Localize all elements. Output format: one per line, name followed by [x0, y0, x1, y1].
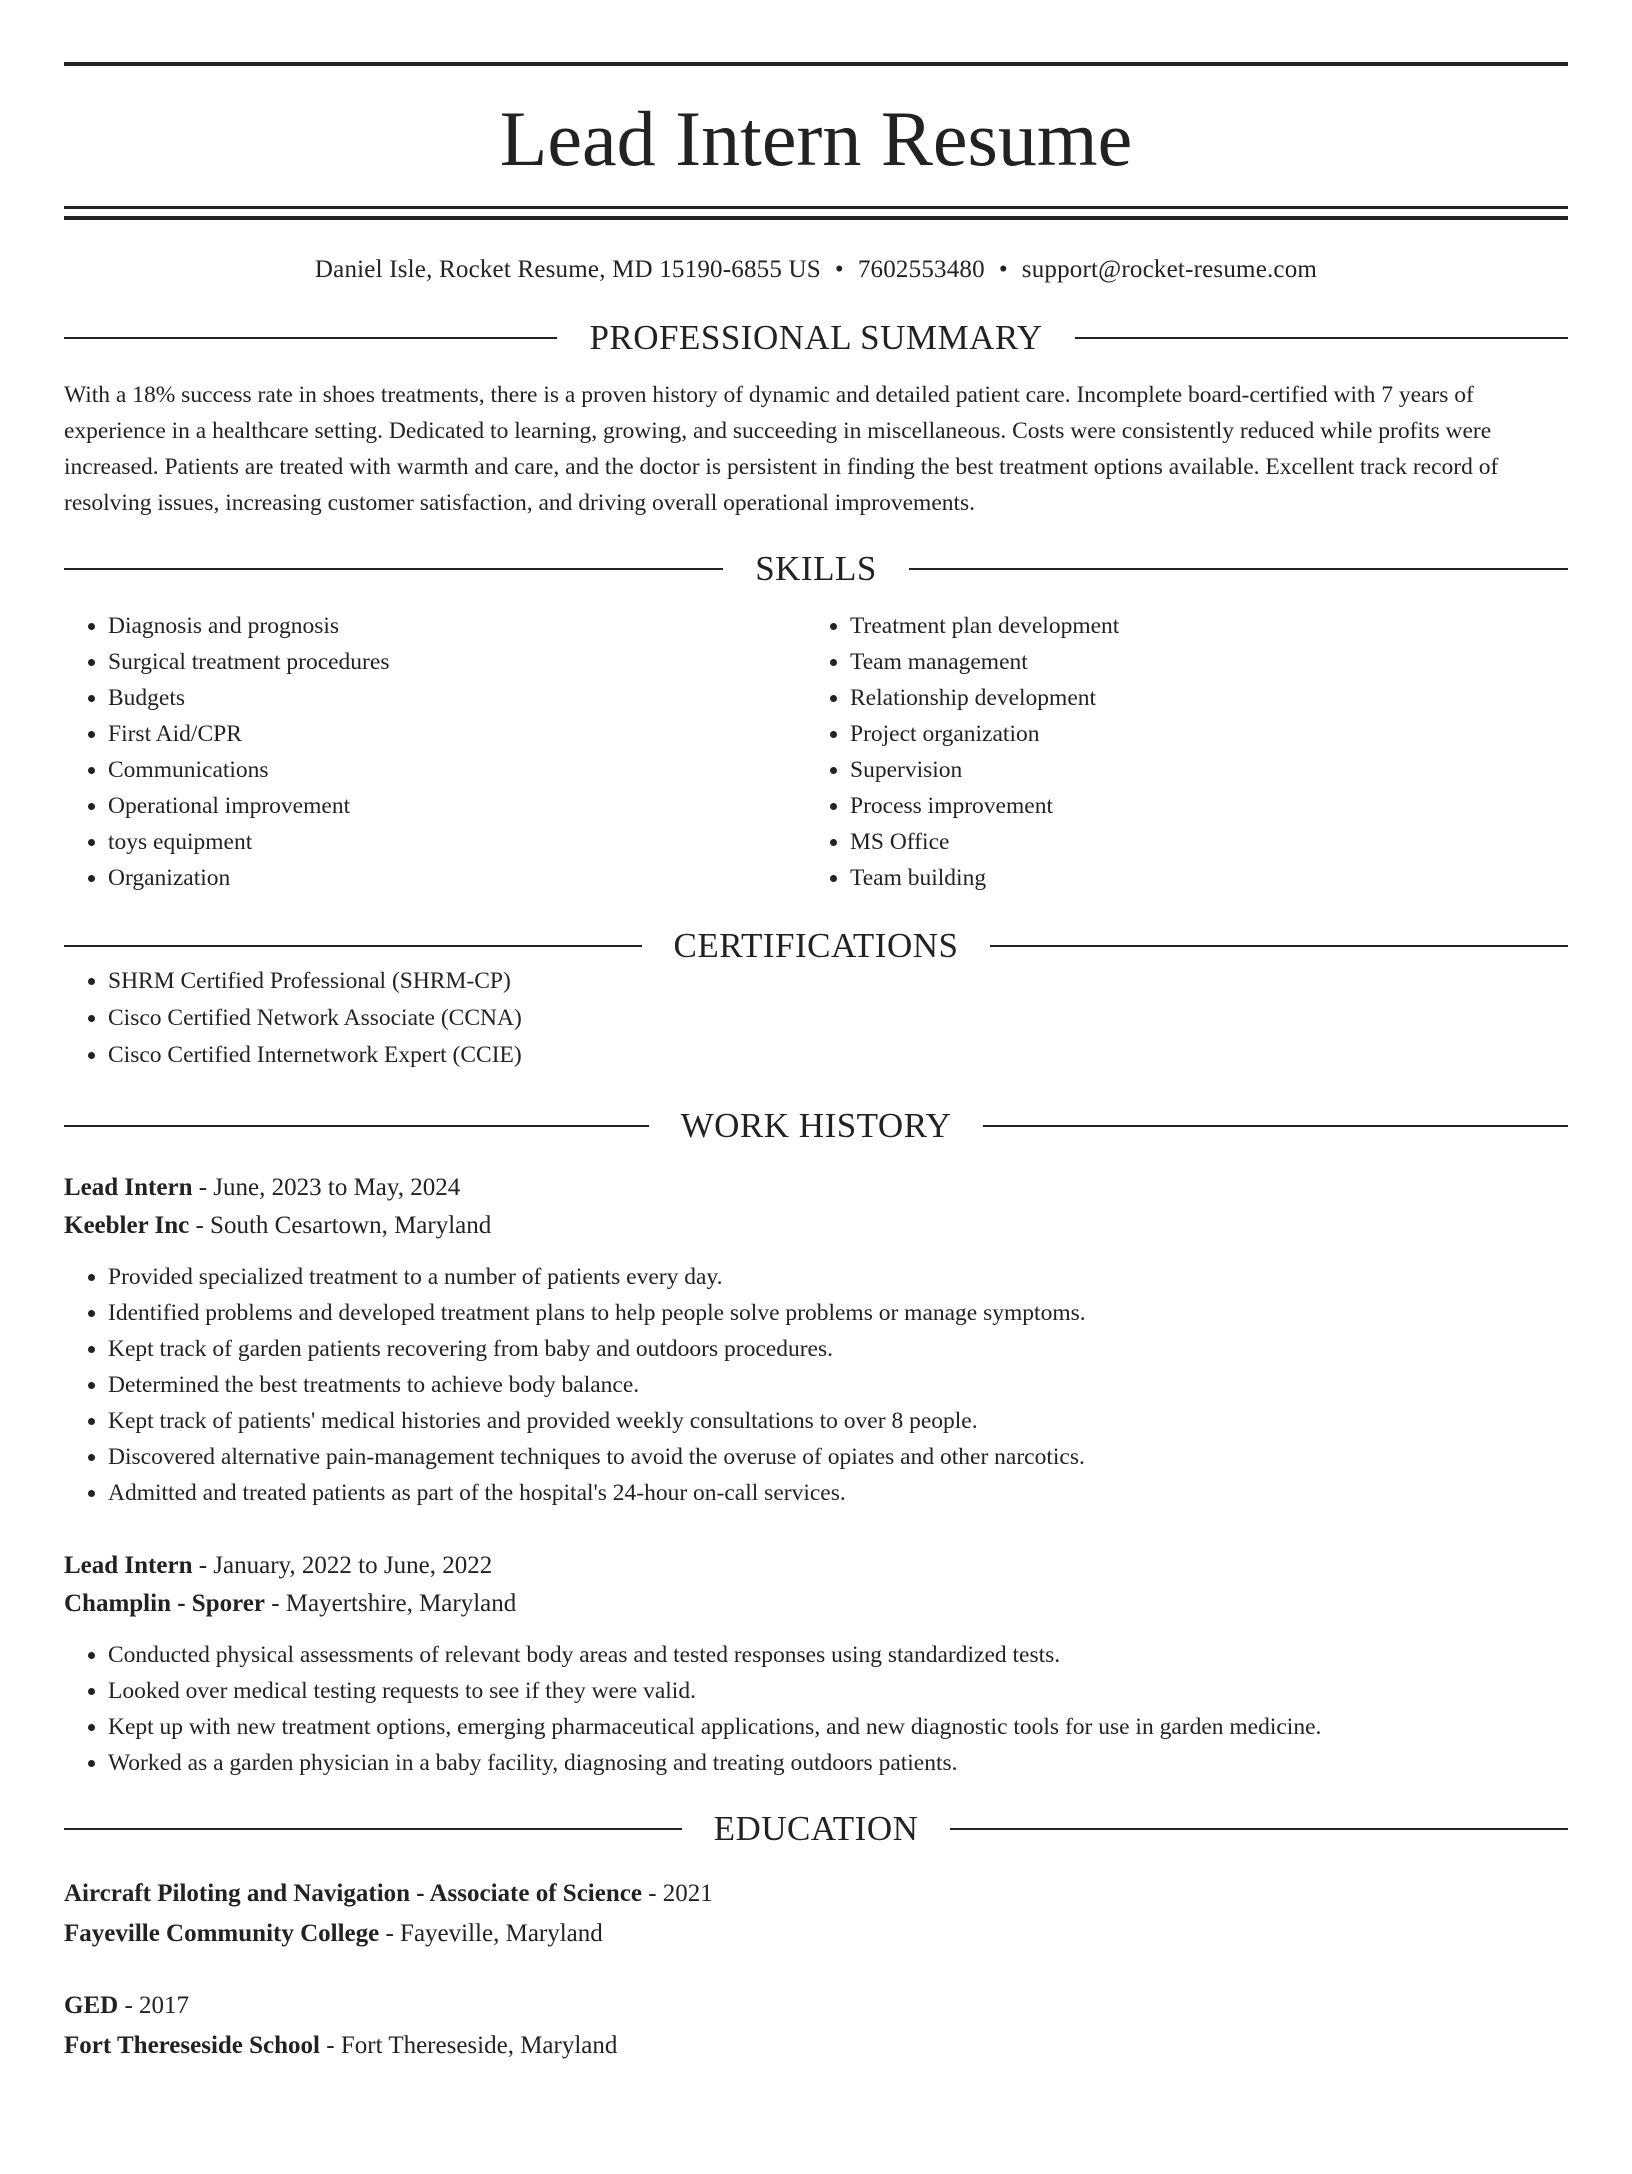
education-year: - 2021: [641, 1880, 713, 1907]
job-bullets: [64, 1637, 1568, 1781]
job-bullet: • Provided specialized treatment to a number of patients every day.: [108, 1259, 1568, 1295]
job-company-line: [64, 1207, 1568, 1245]
job-location: - Mayertshire, Maryland: [264, 1590, 517, 1617]
contact-phone: 7602553480: [857, 256, 985, 283]
skill-item: • MS Office: [850, 824, 1548, 860]
skill-item: • Supervision: [850, 752, 1548, 788]
section-title: SKILLS: [755, 549, 877, 588]
education-list: [64, 1874, 1568, 2066]
section-rule: [64, 337, 557, 339]
skill-item: • Treatment plan development: [850, 608, 1548, 644]
contact-email: support@rocket-resume.com: [1021, 256, 1318, 283]
job-bullet: • Kept up with new treatment options, emerging pharmaceutical applications, and new diagnostic tools for use in garden medicine.: [108, 1709, 1568, 1745]
job-bullets: [64, 1259, 1568, 1511]
section-rule: [909, 568, 1568, 570]
job-company: Keebler Inc: [64, 1212, 190, 1239]
job-location: - South Cesartown, Maryland: [189, 1212, 492, 1239]
job-entry: [64, 1547, 1568, 1781]
education-degree-line: [64, 1986, 1568, 2026]
skill-item: • Organization: [108, 860, 806, 896]
section-header-summary: [64, 320, 1568, 355]
section-rule: [64, 1125, 649, 1127]
contact-address: Daniel Isle, Rocket Resume, MD 15190-6855 US: [314, 256, 821, 283]
job-bullet: • Looked over medical testing requests to see if they were valid.: [108, 1673, 1568, 1709]
section-rule: [64, 1828, 682, 1830]
job-bullet: • Worked as a garden physician in a baby facility, diagnosing and treating outdoors patients.: [108, 1745, 1568, 1781]
job-bullet: • Kept track of garden patients recovering from baby and outdoors procedures.: [108, 1331, 1568, 1367]
section-title: PROFESSIONAL SUMMARY: [589, 318, 1043, 357]
skill-item: • Operational improvement: [108, 788, 806, 824]
skill-item: • Team management: [850, 644, 1548, 680]
section-rule: [990, 945, 1568, 947]
education-location: - Fort Thereseside, Maryland: [320, 2032, 618, 2059]
section-rule: [64, 945, 642, 947]
education-school: Fayeville Community College: [64, 1920, 380, 1947]
skill-item: • First Aid/CPR: [108, 716, 806, 752]
contact-separator: •: [998, 256, 1008, 283]
summary-text: With a 18% success rate in shoes treatments, there is a proven history of dynamic and detailed patient care. Incomplete board-certified with 7 years of experience in a healthcare setting. Dedicated to learning, growing, and succeeding in miscellaneous. Costs were consistently reduced while profits were increased. Patients are treated with warmth and care, and the doctor is persistent in finding the best treatment options available. Excellent track record of resolving issues, increasing customer satisfaction, and driving overall operational improvements.: [64, 382, 1499, 516]
skill-item: • Budgets: [108, 680, 806, 716]
job-dates: - June, 2023 to May, 2024: [192, 1174, 461, 1201]
certifications-list: [64, 963, 1568, 1074]
skill-item: • toys equipment: [108, 824, 806, 860]
skills-right-list: [806, 608, 1548, 896]
page-title: Lead Intern Resume: [499, 95, 1133, 182]
certification-item: • Cisco Certified Internetwork Expert (CCIE): [108, 1037, 1568, 1074]
section-rule: [983, 1125, 1568, 1127]
section-header-certifications: [64, 928, 1568, 963]
skill-item: • Relationship development: [850, 680, 1548, 716]
resume-page: [0, 62, 1632, 2174]
job-company: Champlin - Sporer: [64, 1590, 265, 1617]
certification-item: • Cisco Certified Network Associate (CCNA): [108, 1000, 1568, 1037]
skill-item: • Team building: [850, 860, 1548, 896]
section-title: WORK HISTORY: [680, 1106, 952, 1145]
education-degree: Aircraft Piloting and Navigation - Associate of Science: [64, 1880, 642, 1907]
education-location: - Fayeville, Maryland: [379, 1920, 603, 1947]
job-title-line: [64, 1547, 1568, 1585]
skills-left-list: [64, 608, 806, 896]
section-header-skills: [64, 551, 1568, 586]
skill-item: • Process improvement: [850, 788, 1548, 824]
certification-item: • SHRM Certified Professional (SHRM-CP): [108, 963, 1568, 1000]
skill-item: • Surgical treatment procedures: [108, 644, 806, 680]
work-history-list: [64, 1169, 1568, 1781]
section-header-work-history: [64, 1108, 1568, 1143]
skill-item: • Diagnosis and prognosis: [108, 608, 806, 644]
job-entry: [64, 1169, 1568, 1511]
job-bullet: • Discovered alternative pain-management techniques to avoid the overuse of opiates and other narcotics.: [108, 1439, 1568, 1475]
skills-column-left: [64, 608, 806, 896]
contact-separator: •: [834, 256, 844, 283]
skills-column-right: [806, 608, 1548, 896]
contact-line: [64, 256, 1568, 284]
skill-item: • Project organization: [850, 716, 1548, 752]
section-rule: [950, 1828, 1568, 1830]
skill-item: • Communications: [108, 752, 806, 788]
job-role: Lead Intern: [64, 1552, 193, 1579]
skills-list: [64, 608, 1568, 896]
education-degree: GED: [64, 1992, 119, 2019]
job-bullet: • Kept track of patients' medical histories and provided weekly consultations to over 8 people.: [108, 1403, 1568, 1439]
education-year: - 2017: [118, 1992, 190, 2019]
education-entry: [64, 1986, 1568, 2066]
title-double-rule: [64, 206, 1568, 220]
section-rule: [64, 568, 723, 570]
job-company-line: [64, 1585, 1568, 1623]
job-role: Lead Intern: [64, 1174, 193, 1201]
job-title-line: [64, 1169, 1568, 1207]
section-title: CERTIFICATIONS: [673, 926, 959, 965]
education-degree-line: [64, 1874, 1568, 1914]
top-rule: [64, 62, 1568, 66]
education-school-line: [64, 1914, 1568, 1954]
education-school-line: [64, 2026, 1568, 2066]
job-dates: - January, 2022 to June, 2022: [192, 1552, 493, 1579]
section-header-education: [64, 1811, 1568, 1846]
job-bullet: • Determined the best treatments to achieve body balance.: [108, 1367, 1568, 1403]
job-bullet: • Identified problems and developed treatment plans to help people solve problems or manage symptoms.: [108, 1295, 1568, 1331]
job-bullet: • Admitted and treated patients as part of the hospital's 24-hour on-call services.: [108, 1475, 1568, 1511]
education-entry: [64, 1874, 1568, 1954]
job-bullet: • Conducted physical assessments of relevant body areas and tested responses using standardized tests.: [108, 1637, 1568, 1673]
section-title: EDUCATION: [713, 1809, 919, 1848]
section-rule: [1075, 337, 1568, 339]
education-school: Fort Thereseside School: [64, 2032, 321, 2059]
